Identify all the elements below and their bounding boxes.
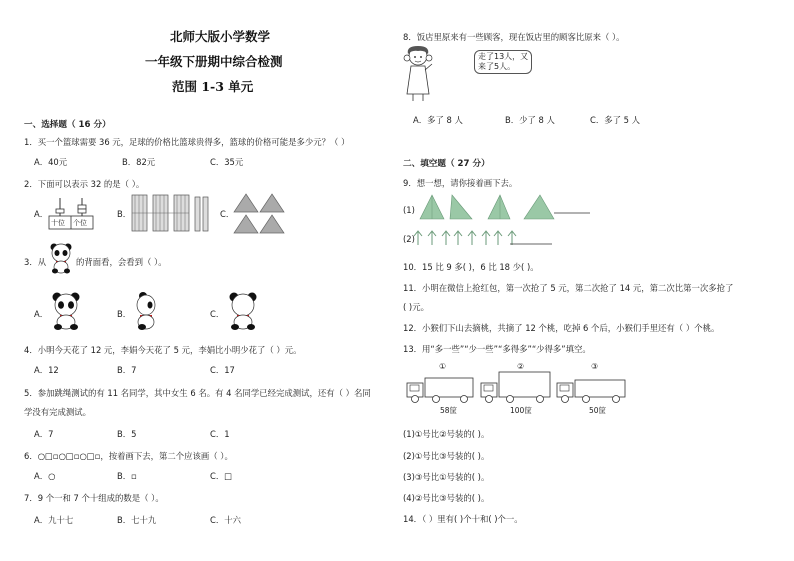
q2-option-a: A．: [34, 209, 49, 219]
q8-option-a: A．多了 8 人: [413, 115, 463, 125]
truck-1-number: ①: [439, 362, 447, 371]
truck-3-number: ③: [591, 362, 599, 371]
truck-2-number: ②: [517, 362, 525, 371]
q5-option-a: A．7: [34, 429, 54, 439]
q1-stem: 1．买一个篮球需要 36 元，足球的价格比篮球贵得多，篮球的价格可能是多少元？（ ）: [24, 137, 350, 147]
q5-stem: 5．参加跳绳测试的有 11 名同学，其中女生 6 名。有 4 名同学已经完成测试，还有（ ）名同: [24, 388, 371, 398]
q4-option-b: B．7: [117, 365, 137, 375]
q2-stem: 2．下面可以表示 32 的是（ ）。: [24, 179, 145, 189]
q10-stem: 10．15 比 9 多( )，6 比 18 少( )。: [403, 262, 539, 272]
truck-3-load: 50筐: [589, 406, 607, 415]
q13-blank-4: (4)②号比③号装的( )。: [403, 493, 490, 503]
q14-stem: 14．（ ）里有( )个十和( )个一。: [403, 514, 523, 524]
panda-front-option-icon: [52, 291, 80, 331]
panda-back-icon: [229, 291, 257, 331]
q11-stem: 11．小明在微信上抢红包，第一次抢了 5 元，第二次抢了 14 元，第二次比第一次多抢了: [403, 283, 734, 293]
panda-side-icon: [134, 291, 158, 331]
q7-stem: 7．9 个一和 7 个十组成的数是（ ）。: [24, 493, 164, 503]
truck-1-load: 58筐: [440, 406, 458, 415]
section2-title: 二、填空题（ 27 分）: [403, 159, 490, 169]
q5-option-b: B．5: [117, 429, 137, 439]
q13-blank-3: (3)③号比①号装的( )。: [403, 472, 490, 482]
q3-option-c: C．: [210, 309, 225, 319]
q4-option-c: C．17: [210, 365, 235, 375]
q5-option-c: C．1: [210, 429, 230, 439]
cube-sticks-figure: [131, 193, 211, 233]
q4-stem: 4．小明今天花了 12 元，李娟今天花了 5 元，李娟比小明少花了（ ）元。: [24, 345, 302, 355]
q9-row2-label: (2): [403, 234, 415, 244]
arrow-pattern-figure: [414, 227, 554, 247]
truck-1-icon: [406, 374, 476, 404]
q3-stem: 3．从: [24, 257, 47, 267]
doc-title-line1: 北师大版小学数学: [170, 29, 271, 44]
truck-2-load: 100筐: [510, 406, 532, 415]
q7-option-b: B．七十九: [117, 515, 157, 525]
q9-row1-label: (1): [403, 205, 415, 215]
q6-option-c: C．□: [210, 471, 233, 481]
q11-stem-line2: ( )元。: [403, 302, 429, 312]
q4-option-a: A．12: [34, 365, 59, 375]
truck-2-icon: [480, 370, 552, 404]
q6-stem: 6．○□▫○□▫○□▫，按着画下去，第二个应该画（ ）。: [24, 451, 233, 461]
girl-figure: [402, 44, 434, 102]
triangle-pattern-figure: [414, 193, 594, 223]
abacus-ones-label: 个位: [73, 219, 87, 227]
q13-blank-2: (2)①号比③号装的( )。: [403, 451, 490, 461]
triangles-figure: [232, 192, 292, 236]
q1-option-a: A．40元: [34, 157, 68, 167]
q5-stem-line2: 学没有完成测试。: [24, 407, 91, 417]
q12-stem: 12．小猴们下山去摘桃，共摘了 12 个桃，吃掉 6 个后，小猴们手里还有（ ）个桃。: [403, 323, 720, 333]
q1-option-c: C．35元: [210, 157, 244, 167]
q1-option-b: B．82元: [122, 157, 156, 167]
q9-stem: 9．想一想，请你接着画下去。: [403, 178, 518, 188]
q3-option-b: B．: [117, 309, 132, 319]
q13-blank-1: (1)①号比②号装的( )。: [403, 429, 490, 439]
q8-speech-bubble: 走了13人，又 来了5人。: [474, 50, 532, 74]
q2-option-c: C．: [220, 209, 235, 219]
q7-option-a: A．九十七: [34, 515, 74, 525]
q3-option-a: A．: [34, 309, 49, 319]
q13-stem: 13．用“多一些”“少一些”“多得多”“少得多”填空。: [403, 344, 591, 354]
panda-front-icon: [50, 242, 72, 274]
q2-option-b: B．: [117, 209, 132, 219]
doc-title-line3: 范围 1-3 单元: [172, 79, 254, 94]
q8-option-c: C．多了 5 人: [590, 115, 641, 125]
doc-title-line2: 一年级下册期中综合检测: [145, 54, 283, 69]
abacus-tens-label: 十位: [51, 219, 65, 227]
q6-option-a: A．○: [34, 471, 56, 481]
q3-stem-tail: 的背面看，会看到（ ）。: [76, 257, 167, 267]
truck-3-icon: [556, 374, 628, 404]
q6-option-b: B．▫: [117, 471, 137, 481]
q7-option-c: C．十六: [210, 515, 241, 525]
abacus-figure: [48, 194, 96, 234]
q8-stem: 8．饭店里原来有一些顾客，现在饭店里的顾客比原来（ ）。: [403, 32, 625, 42]
section1-title: 一、选择题（ 16 分）: [24, 120, 111, 130]
q8-option-b: B．少了 8 人: [505, 115, 555, 125]
